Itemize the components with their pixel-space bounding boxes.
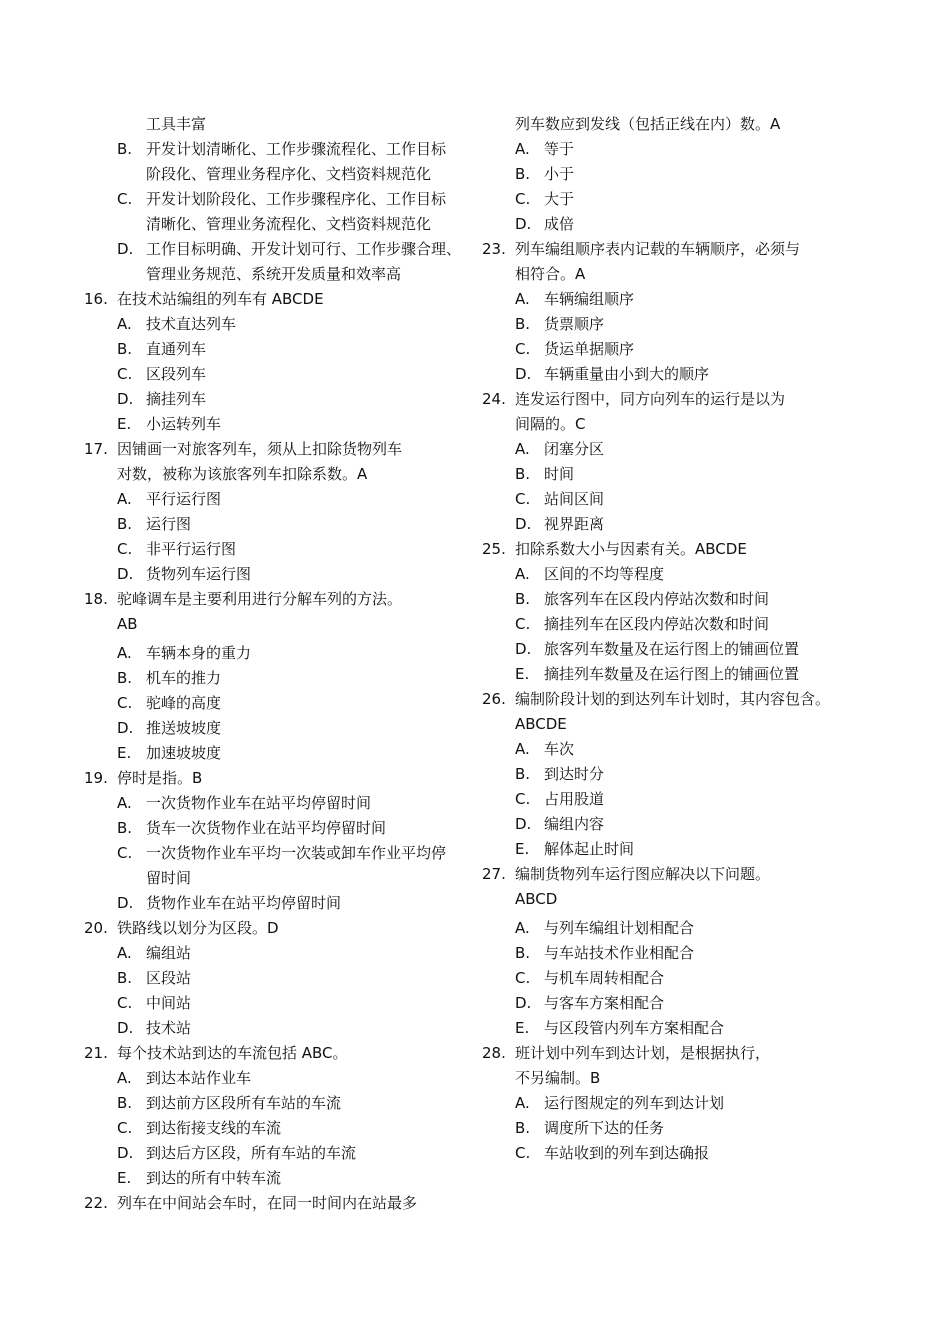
option-text: 解体起止时间: [544, 840, 635, 858]
option-text: 阶段化、管理业务程序化、文档资料规范化: [146, 165, 432, 183]
option-d: [84, 891, 479, 916]
option-text: 大于: [544, 190, 575, 208]
option-text: 小于: [544, 165, 575, 183]
question-number: 16.: [84, 290, 108, 308]
question-24: [482, 387, 862, 437]
option-text: 与车站技术作业相配合: [544, 944, 695, 962]
question-number: 22.: [84, 1194, 108, 1212]
option-c: [84, 841, 479, 891]
option-text: 等于: [544, 140, 575, 158]
option-text: 开发计划阶段化、工作步骤程序化、工作目标: [146, 190, 447, 208]
option-text: 车站收到的列车到达确报: [544, 1144, 710, 1162]
question-28: [482, 1041, 862, 1091]
option-c: [84, 691, 479, 716]
option-label: D.: [117, 240, 134, 258]
question-answer: ABCD: [515, 890, 558, 908]
option-a: [482, 137, 862, 162]
option-label: D.: [515, 640, 532, 658]
question-text: 连发运行图中，同方向列车的运行是以为: [515, 390, 786, 408]
option-label: A.: [117, 1069, 132, 1087]
option-label: E.: [515, 665, 530, 683]
question-17: [84, 437, 479, 487]
option-text: 一次货物作业车平均一次装或卸车作业平均停: [146, 844, 447, 862]
question-number: 26.: [482, 690, 506, 708]
option-label: A.: [117, 944, 132, 962]
option-c: [482, 966, 862, 991]
option-b: [482, 762, 862, 787]
option-label: C.: [515, 490, 531, 508]
option-text: 运行图规定的列车到达计划: [544, 1094, 725, 1112]
option-label: C.: [515, 615, 531, 633]
option-line: 工具丰富: [146, 115, 207, 133]
option-text: 视界距离: [544, 515, 605, 533]
option-text: 调度所下达的任务: [544, 1119, 665, 1137]
question-text: 在技术站编组的列车有 ABCDE: [117, 290, 324, 308]
option-label: B.: [515, 1119, 531, 1137]
question-23: [482, 237, 862, 287]
option-b: [482, 162, 862, 187]
question-text: 编制货物列车运行图应解决以下问题。: [515, 865, 771, 883]
option-text: 开发计划清晰化、工作步骤流程化、工作目标: [146, 140, 447, 158]
option-text: 到达的所有中转车流: [146, 1169, 282, 1187]
option-label: B.: [117, 515, 133, 533]
question-answer: ABCDE: [515, 715, 567, 733]
question-text: 不另编制。B: [515, 1069, 601, 1087]
option-label: D.: [515, 215, 532, 233]
option-label: A.: [117, 315, 132, 333]
option-text: 到达时分: [544, 765, 605, 783]
option-label: D.: [117, 390, 134, 408]
option-text: 清晰化、管理业务流程化、文档资料规范化: [146, 215, 432, 233]
option-text: 站间区间: [544, 490, 605, 508]
question-number: 27.: [482, 865, 506, 883]
option-text: 与机车周转相配合: [544, 969, 665, 987]
option-label: E.: [515, 1019, 530, 1037]
option-text: 运行图: [146, 515, 192, 533]
question-18: [84, 587, 479, 637]
option-a: [84, 941, 479, 966]
question-27: [482, 862, 862, 912]
option-a: [482, 287, 862, 312]
option-label: D.: [117, 719, 134, 737]
question-text: 驼峰调车是主要利用进行分解车列的方法。: [117, 590, 403, 608]
option-text: 车次: [544, 740, 575, 758]
option-d: [482, 812, 862, 837]
option-label: C.: [515, 190, 531, 208]
option-label: D.: [515, 515, 532, 533]
option-c: [84, 1116, 479, 1141]
option-label: A.: [515, 1094, 530, 1112]
question-number: 19.: [84, 769, 108, 787]
option-b: [84, 666, 479, 691]
option-text: 机车的推力: [146, 669, 222, 687]
option-a: [482, 916, 862, 941]
option-a: [84, 312, 479, 337]
option-text: 货物列车运行图: [146, 565, 252, 583]
option-text: 小运转列车: [146, 415, 222, 433]
question-text: 每个技术站到达的车流包括 ABC。: [117, 1044, 348, 1062]
question-text: 列车编组顺序表内记载的车辆顺序，必须与: [515, 240, 801, 258]
question-text: 对数，被称为该旅客列车扣除系数。A: [117, 465, 368, 483]
option-text: 与客车方案相配合: [544, 994, 665, 1012]
option-text: 技术直达列车: [146, 315, 237, 333]
option-label: B.: [515, 465, 531, 483]
option-label: E.: [117, 744, 132, 762]
option-b: [482, 1116, 862, 1141]
option-label: A.: [515, 140, 530, 158]
option-d: [482, 512, 862, 537]
option-c: [482, 787, 862, 812]
question-number: 18.: [84, 590, 108, 608]
question-text: 扣除系数大小与因素有关。ABCDE: [515, 540, 747, 558]
option-e: [482, 837, 862, 862]
option-label: D.: [515, 365, 532, 383]
option-text: 与区段管内列车方案相配合: [544, 1019, 725, 1037]
option-label: B.: [117, 140, 133, 158]
question-text: 相符合。A: [515, 265, 586, 283]
option-label: A.: [515, 440, 530, 458]
option-text: 编组站: [146, 944, 192, 962]
question-19: [84, 766, 479, 791]
option-label: C.: [515, 1144, 531, 1162]
option-a: [482, 1091, 862, 1116]
question-text: 班计划中列车到达计划，是根据执行，: [515, 1044, 771, 1062]
option-label: C.: [117, 994, 133, 1012]
left-column: [84, 112, 479, 1216]
question-22: [84, 1191, 479, 1216]
option-a: [482, 437, 862, 462]
option-a: [482, 737, 862, 762]
option-c: [84, 362, 479, 387]
option-a: [84, 791, 479, 816]
option-a: [482, 562, 862, 587]
option-text: 一次货物作业车在站平均停留时间: [146, 794, 372, 812]
option-c: [482, 487, 862, 512]
option-d: [482, 637, 862, 662]
option-text: 直通列车: [146, 340, 207, 358]
option-text: 区段列车: [146, 365, 207, 383]
question-20: [84, 916, 479, 941]
option-text: 加速坡坡度: [146, 744, 222, 762]
option-text: 编组内容: [544, 815, 605, 833]
option-text: 成倍: [544, 215, 575, 233]
option-b: [84, 816, 479, 841]
option-d: [482, 991, 862, 1016]
option-e: [84, 1166, 479, 1191]
option-text: 摘挂列车数量及在运行图上的铺画位置: [544, 665, 800, 683]
option-text: 区间的不均等程度: [544, 565, 665, 583]
option-a: [84, 487, 479, 512]
option-c: [482, 1141, 862, 1166]
option-label: A.: [515, 290, 530, 308]
question-text: 间隔的。C: [515, 415, 586, 433]
option-label: B.: [515, 590, 531, 608]
option-label: E.: [117, 415, 132, 433]
option-label: B.: [117, 1094, 133, 1112]
question-number: 20.: [84, 919, 108, 937]
option-label: D.: [117, 565, 134, 583]
option-text: 旅客列车在区段内停站次数和时间: [544, 590, 770, 608]
option-b: [84, 1091, 479, 1116]
option-e: [482, 662, 862, 687]
option-text: 旅客列车数量及在运行图上的铺画位置: [544, 640, 800, 658]
option-label: C.: [117, 190, 133, 208]
question-25: [482, 537, 862, 562]
option-label: B.: [117, 819, 133, 837]
option-label: B.: [515, 944, 531, 962]
option-b: [482, 587, 862, 612]
option-text: 到达本站作业车: [146, 1069, 252, 1087]
option-text: 摘挂列车: [146, 390, 207, 408]
option-c: [84, 991, 479, 1016]
question-16: [84, 287, 479, 312]
option-a: [84, 641, 479, 666]
option-text: 到达衔接支线的车流: [146, 1119, 282, 1137]
option-text: 车辆编组顺序: [544, 290, 635, 308]
option-d: [84, 1016, 479, 1041]
option-text: 占用股道: [544, 790, 605, 808]
option-text: 与列车编组计划相配合: [544, 919, 695, 937]
option-label: C.: [515, 969, 531, 987]
option-d: [84, 562, 479, 587]
question-number: 24.: [482, 390, 506, 408]
option-text: 工作目标明确、开发计划可行、工作步骤合理、: [146, 240, 462, 258]
question-number: 21.: [84, 1044, 108, 1062]
option-text: 非平行运行图: [146, 540, 237, 558]
option-b: [482, 462, 862, 487]
option-d: [482, 212, 862, 237]
option-d: [84, 387, 479, 412]
option-label: C.: [515, 790, 531, 808]
option-a: [84, 1066, 479, 1091]
question-21: [84, 1041, 479, 1066]
question-number: 17.: [84, 440, 108, 458]
option-text: 闭塞分区: [544, 440, 605, 458]
option-e: [84, 412, 479, 437]
option-text: 中间站: [146, 994, 192, 1012]
option-label: D.: [515, 994, 532, 1012]
option-label: D.: [117, 894, 134, 912]
option-b: [482, 312, 862, 337]
option-label: C.: [117, 844, 133, 862]
option-text: 平行运行图: [146, 490, 222, 508]
option-text: 货车一次货物作业在站平均停留时间: [146, 819, 387, 837]
option-text: 驼峰的高度: [146, 694, 222, 712]
option-text: 区段站: [146, 969, 192, 987]
option-label: D.: [117, 1144, 134, 1162]
option-label: C.: [117, 1119, 133, 1137]
option-label: B.: [515, 315, 531, 333]
option-b: [84, 137, 479, 187]
question-text: 停时是指。B: [117, 769, 203, 787]
option-text: 留时间: [146, 869, 192, 887]
question-number: 25.: [482, 540, 506, 558]
option-text: 时间: [544, 465, 575, 483]
right-column: [482, 112, 862, 1166]
option-label: B.: [117, 669, 133, 687]
option-c: [482, 187, 862, 212]
option-text: 到达前方区段所有车站的车流: [146, 1094, 342, 1112]
option-label: A.: [515, 919, 530, 937]
option-text: 货物作业车在站平均停留时间: [146, 894, 342, 912]
option-label: C.: [515, 340, 531, 358]
option-text: 管理业务规范、系统开发质量和效率高: [146, 265, 402, 283]
option-c: [482, 612, 862, 637]
option-text: 货运单据顺序: [544, 340, 635, 358]
option-label: A.: [117, 794, 132, 812]
option-label: A.: [515, 565, 530, 583]
question-number: 28.: [482, 1044, 506, 1062]
option-d: [84, 716, 479, 741]
option-text: 技术站: [146, 1019, 192, 1037]
option-label: B.: [117, 340, 133, 358]
option-e: [84, 741, 479, 766]
option-d: [84, 1141, 479, 1166]
question-number: 23.: [482, 240, 506, 258]
option-label: C.: [117, 694, 133, 712]
option-text: 到达后方区段，所有车站的车流: [146, 1144, 357, 1162]
option-c: [84, 187, 479, 237]
option-d: [482, 362, 862, 387]
option-label: C.: [117, 540, 133, 558]
option-label: E.: [515, 840, 530, 858]
option-label: A.: [117, 490, 132, 508]
option-e: [482, 1016, 862, 1041]
question-text: 因铺画一对旅客列车，须从上扣除货物列车: [117, 440, 403, 458]
option-label: D.: [515, 815, 532, 833]
option-label: B.: [515, 165, 531, 183]
option-text: 车辆本身的重力: [146, 644, 252, 662]
option-c: [84, 537, 479, 562]
option-text: 车辆重量由小到大的顺序: [544, 365, 710, 383]
option-b: [84, 512, 479, 537]
option-b: [84, 337, 479, 362]
option-d: [84, 237, 479, 287]
option-label: A.: [515, 740, 530, 758]
option-b: [84, 966, 479, 991]
option-label: C.: [117, 365, 133, 383]
question-text: 列车在中间站会车时，在同一时间内在站最多: [117, 1194, 418, 1212]
question-answer: AB: [117, 615, 138, 633]
question-26: [482, 687, 862, 737]
option-text: 推送坡坡度: [146, 719, 222, 737]
option-text: 摘挂列车在区段内停站次数和时间: [544, 615, 770, 633]
question-22-continuation: 列车数应到发线（包括正线在内）数。A: [515, 115, 781, 133]
option-label: A.: [117, 644, 132, 662]
option-c: [482, 337, 862, 362]
question-text: 编制阶段计划的到达列车计划时，其内容包含。: [515, 690, 831, 708]
option-label: D.: [117, 1019, 134, 1037]
option-label: E.: [117, 1169, 132, 1187]
option-label: B.: [515, 765, 531, 783]
option-b: [482, 941, 862, 966]
option-text: 货票顺序: [544, 315, 605, 333]
question-text: 铁路线以划分为区段。D: [117, 919, 279, 937]
option-label: B.: [117, 969, 133, 987]
